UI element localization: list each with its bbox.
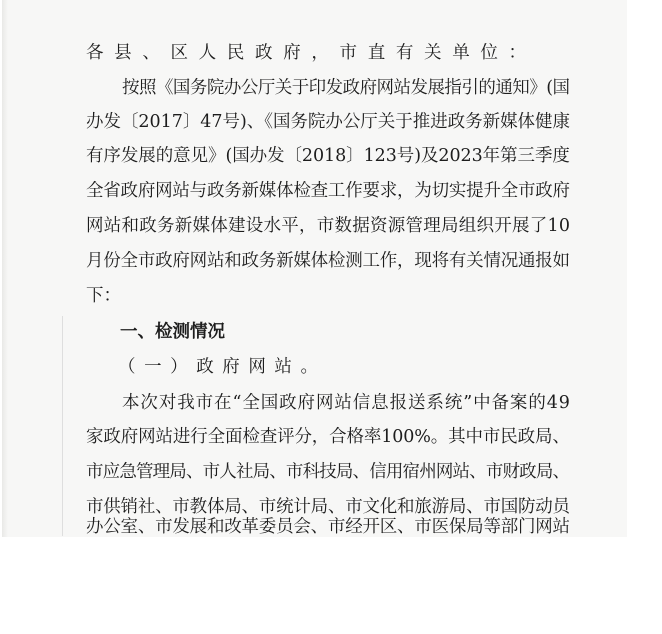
body-line — [0, 510, 662, 537]
intro-text: 按照《国务院办公厅关于印发政府网站发展指引的通知》(国 — [122, 78, 570, 98]
intro-line — [0, 139, 662, 173]
intro-line — [0, 71, 662, 105]
body-line — [0, 420, 662, 454]
intro-line — [0, 105, 662, 139]
body-text: 市供销社、市教体局、市统计局、市文化和旅游局、市国防动员 — [86, 497, 570, 517]
salutation: 各县、区人民政府，市直有关单位： — [86, 43, 537, 63]
subsection-heading-line — [0, 350, 662, 384]
intro-line — [0, 209, 662, 243]
body-line — [0, 386, 662, 420]
section-heading: 一、检测情况 — [120, 322, 225, 342]
intro-text: 有序发展的意见》(国办发〔2018〕123号)及2023年第三季度 — [86, 146, 570, 166]
intro-text: 办发〔2017〕47号)、《国务院办公厅关于推进政务新媒体健康 — [86, 112, 570, 132]
body-text: 家政府网站进行全面检查评分，合格率100%。其中市民政局、 — [86, 427, 570, 447]
subsection-heading: （一）政府网站。 — [118, 357, 327, 377]
body-line — [0, 455, 662, 489]
intro-text: 月份全市政府网站和政务新媒体检测工作，现将有关情况通报如 — [86, 251, 570, 271]
body-text: 办公室、市发展和改革委员会、市经开区、市医保局等部门网站 — [86, 517, 570, 537]
intro-line — [0, 279, 662, 313]
intro-text: 全省政府网站与政务新媒体检查工作要求，为切实提升全市政府 — [86, 181, 570, 201]
intro-text: 网站和政务新媒体建设水平，市数据资源管理局组织开展了10 — [86, 216, 571, 236]
body-text: 市应急管理局、市人社局、市科技局、信用宿州网站、市财政局、 — [86, 462, 570, 482]
intro-line — [0, 174, 662, 208]
salutation-line — [0, 36, 662, 70]
body-text: 本次对我市在“全国政府网站信息报送系统”中备案的49 — [122, 393, 571, 413]
section-heading-line — [0, 315, 662, 349]
intro-text: 下： — [86, 286, 121, 306]
intro-line — [0, 244, 662, 278]
